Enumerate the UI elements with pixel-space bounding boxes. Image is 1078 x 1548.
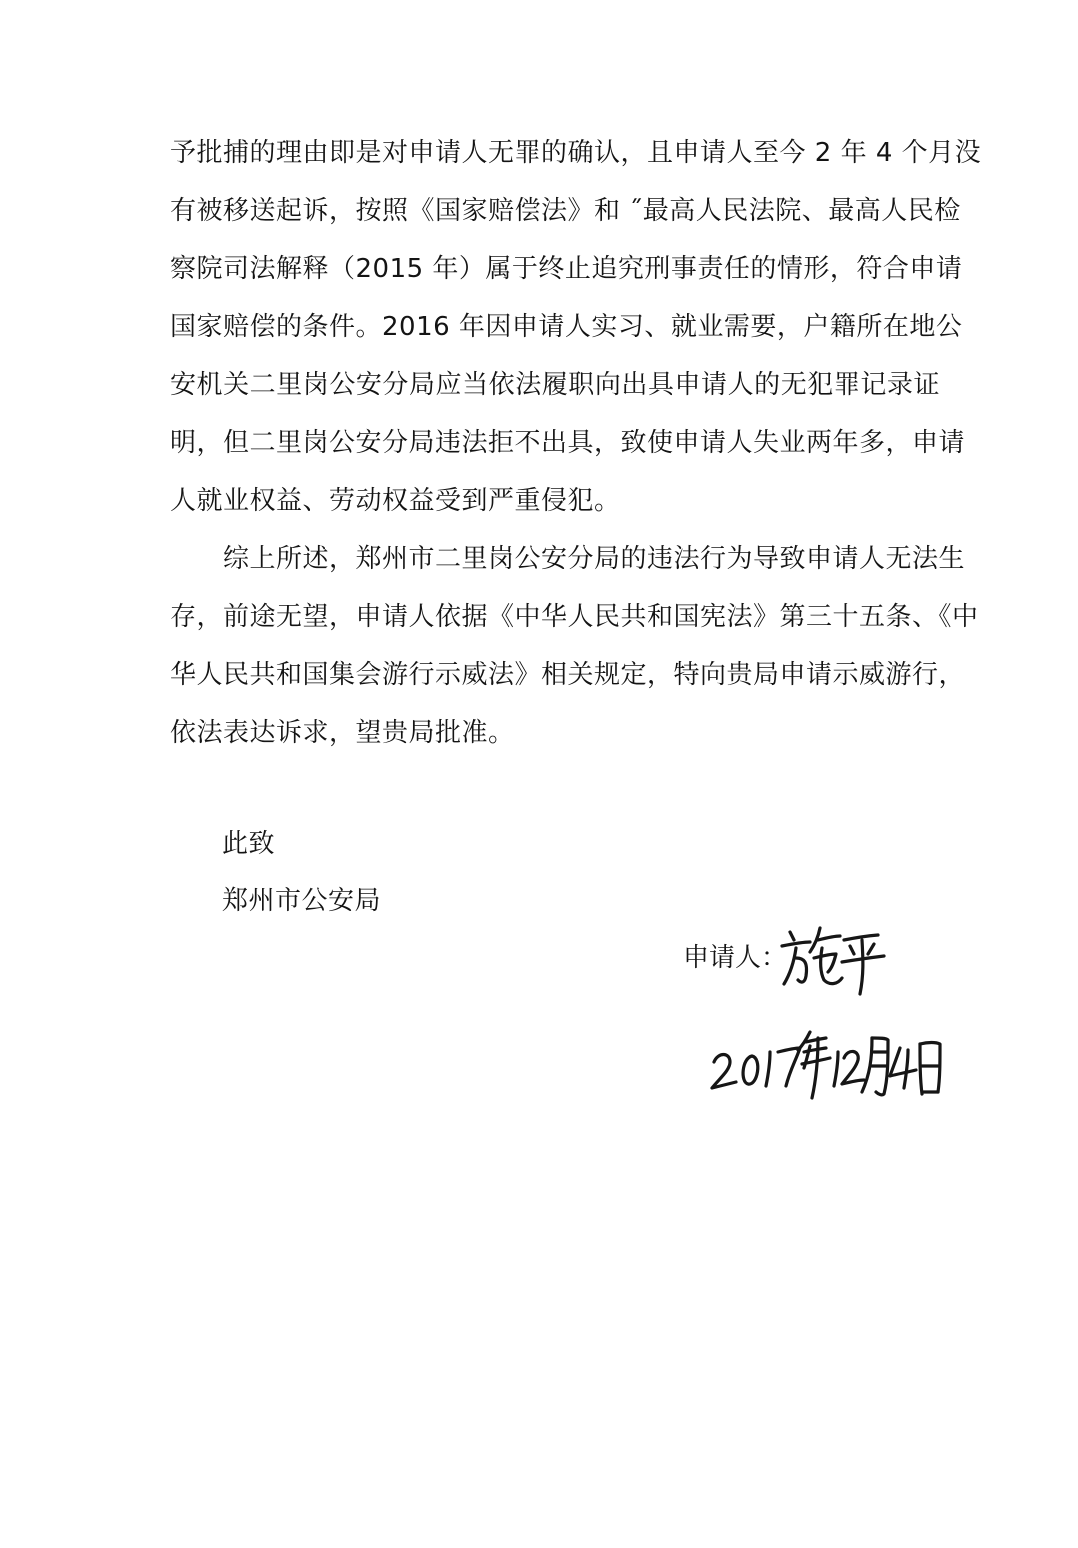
paragraph-line: 予批捕的理由即是对申请人无罪的确认，且申请人至今 2 年 4 个月没: [170, 138, 982, 168]
handwritten-signature: [778, 918, 888, 998]
paragraph-line: 安机关二里岗公安分局应当依法履职向出具申请人的无犯罪记录证: [170, 370, 940, 400]
paragraph-line: 存，前途无望，申请人依据《中华人民共和国宪法》第三十五条、《中: [170, 602, 979, 632]
closing-salutation: 此致: [222, 829, 276, 859]
paragraph-line: 华人民共和国集会游行示威法》相关规定，特向贵局申请示威游行，: [170, 660, 966, 690]
paragraph-line: 有被移送起诉，按照《国家赔偿法》和 ˝最高人民法院、最高人民检: [170, 196, 961, 226]
paragraph-line: 明，但二里岗公安分局违法拒不出具，致使申请人失业两年多，申请: [170, 428, 966, 458]
handwritten-date: [700, 1022, 950, 1102]
paragraph-line: 察院司法解释（2015 年）属于终止追究刑事责任的情形，符合申请: [170, 254, 963, 284]
paragraph-line: 综上所述，郑州市二里岗公安分局的违法行为导致申请人无法生: [170, 544, 966, 574]
paragraph-line: 依法表达诉求，望贵局批准。: [170, 718, 515, 748]
letter-body: [170, 124, 982, 762]
applicant-label: 申请人：: [683, 943, 788, 973]
paragraph-line: 人就业权益、劳动权益受到严重侵犯。: [170, 486, 621, 516]
recipient-name: 郑州市公安局: [222, 886, 382, 916]
paragraph-line: 国家赔偿的条件。2016 年因申请人实习、就业需要，户籍所在地公: [170, 312, 963, 342]
